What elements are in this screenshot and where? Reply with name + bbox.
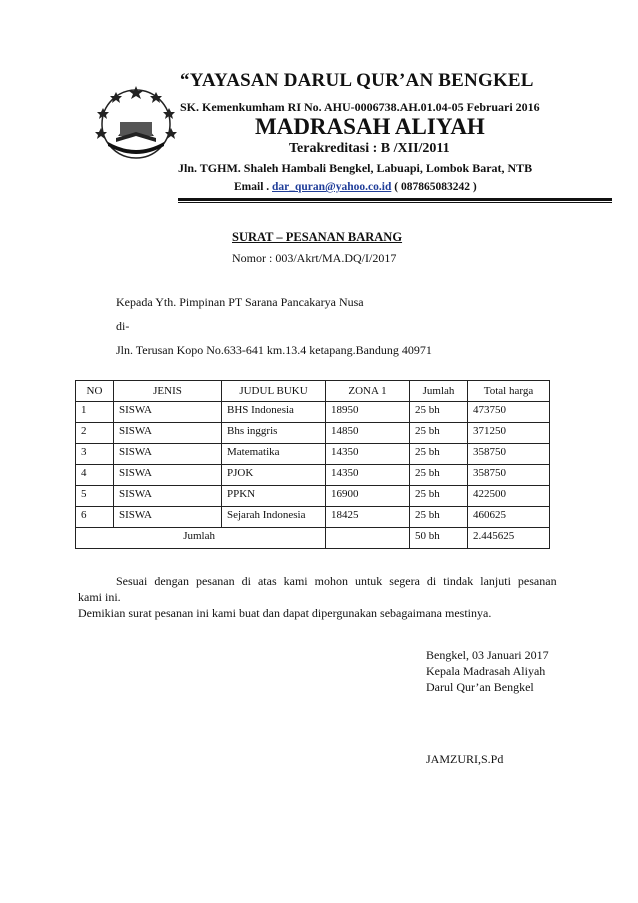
table-cell: 2 (76, 422, 114, 443)
signatory-name: JAMZURI,S.Pd (426, 752, 504, 766)
table-cell: PJOK (222, 464, 326, 485)
table-header-row (76, 381, 550, 402)
order-table (75, 380, 550, 549)
table-cell: 1 (76, 401, 114, 422)
table-cell: 358750 (468, 443, 550, 464)
table-cell: 18950 (326, 401, 410, 422)
closing-paragraph: Demikian surat pesanan ini kami buat dan dapat dipergunakan sebagaimana mestinya. (78, 606, 492, 620)
letter-number: Nomor : 003/Akrt/MA.DQ/I/2017 (232, 251, 397, 265)
table-cell: PPKN (222, 485, 326, 506)
letter-title: SURAT – PESANAN BARANG (232, 230, 403, 244)
table-cell: 25 bh (410, 464, 468, 485)
table-cell: 371250 (468, 422, 550, 443)
table-cell: 5 (76, 485, 114, 506)
signature-institution: Darul Qur’an Bengkel (426, 680, 534, 694)
total-quantity: 50 bh (410, 527, 468, 548)
table-cell: Sejarah Indonesia (222, 506, 326, 527)
table-row (76, 485, 550, 506)
signature-place-date: Bengkel, 03 Januari 2017 (426, 648, 549, 662)
table-cell: SISWA (114, 506, 222, 527)
table-cell: 25 bh (410, 422, 468, 443)
column-header: JUDUL BUKU (222, 381, 326, 402)
table-cell: 25 bh (410, 401, 468, 422)
table-cell: SISWA (114, 485, 222, 506)
table-cell: BHS Indonesia (222, 401, 326, 422)
table-cell: SISWA (114, 422, 222, 443)
signature-position: Kepala Madrasah Aliyah (426, 664, 546, 678)
table-cell: SISWA (114, 464, 222, 485)
table-row (76, 506, 550, 527)
table-cell: SISWA (114, 443, 222, 464)
body-paragraph: Sesuai dengan pesanan di atas kami mohon untuk segera di tindak lanjuti pesanan (116, 574, 557, 588)
table-cell: Matematika (222, 443, 326, 464)
letterhead-rule-thick (178, 198, 612, 201)
column-header: JENIS (114, 381, 222, 402)
table-cell: SISWA (114, 401, 222, 422)
body-paragraph-cont: kami ini. (78, 590, 121, 604)
email-link[interactable]: dar_quran@yahoo.co.id (272, 181, 392, 193)
column-header: NO (76, 381, 114, 402)
table-cell: 14850 (326, 422, 410, 443)
total-price: 2.445625 (468, 527, 550, 548)
accreditation: Terakreditasi : B /XII/2011 (289, 141, 450, 156)
column-header: Jumlah (410, 381, 468, 402)
recipient-line: Kepada Yth. Pimpinan PT Sarana Pancakarya Nusa (116, 295, 364, 309)
school-logo-emblem (94, 82, 178, 166)
table-cell: 18425 (326, 506, 410, 527)
decree-number: SK. Kemenkumham RI No. AHU-0006738.AH.01.04-05 Februari 2016 (180, 100, 540, 114)
foundation-name: “YAYASAN DARUL QUR’AN BENGKEL (180, 70, 534, 91)
table-cell: 422500 (468, 485, 550, 506)
table-cell: 473750 (468, 401, 550, 422)
recipient-address: Jln. Terusan Kopo No.633-641 km.13.4 ketapang.Bandung 40971 (116, 343, 432, 357)
table-total-row (76, 527, 550, 548)
recipient-line: di- (116, 319, 130, 333)
table-cell: 358750 (468, 464, 550, 485)
table-cell: 6 (76, 506, 114, 527)
table-cell: 16900 (326, 485, 410, 506)
table-cell: 4 (76, 464, 114, 485)
table-row (76, 443, 550, 464)
table-cell: 25 bh (410, 443, 468, 464)
school-address: Jln. TGHM. Shaleh Hambali Bengkel, Labuapi, Lombok Barat, NTB (178, 161, 533, 175)
table-row (76, 401, 550, 422)
column-header: Total harga (468, 381, 550, 402)
letterhead-rule-thin (178, 202, 612, 203)
table-cell: 25 bh (410, 506, 468, 527)
table-row (76, 464, 550, 485)
table-cell: 3 (76, 443, 114, 464)
table-cell: 25 bh (410, 485, 468, 506)
total-label: Jumlah (76, 527, 326, 548)
table-cell: 14350 (326, 443, 410, 464)
table-cell: 14350 (326, 464, 410, 485)
contact-line (234, 181, 477, 193)
table-row (76, 422, 550, 443)
table-cell: Bhs inggris (222, 422, 326, 443)
email-label: Email . (234, 181, 273, 193)
column-header: ZONA 1 (326, 381, 410, 402)
table-cell: 460625 (468, 506, 550, 527)
school-name: MADRASAH ALIYAH (255, 114, 485, 139)
phone-number: ( 087865083242 ) (391, 181, 477, 193)
table-cell-empty (326, 527, 410, 548)
